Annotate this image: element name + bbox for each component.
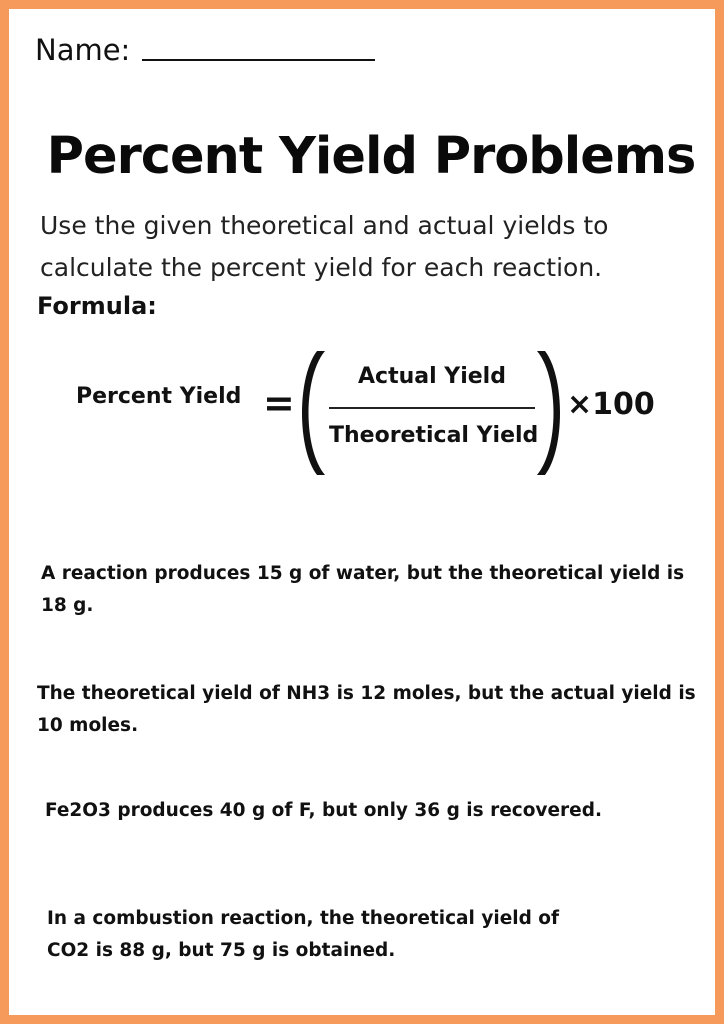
formula-label: Formula:: [37, 292, 157, 320]
left-parenthesis-icon: [295, 347, 331, 479]
page-title: Percent Yield Problems: [46, 127, 696, 186]
problem-3: Fe2O3 produces 40 g of F, but only 36 g is recovered.: [45, 800, 602, 821]
name-blank-line[interactable]: [142, 59, 375, 61]
formula-equals: =: [263, 381, 295, 425]
formula-denominator: Theoretical Yield: [329, 423, 539, 448]
name-label: Name:: [35, 33, 131, 67]
problem-4: In a combustion reaction, the theoretical yield of CO2 is 88 g, but 75 g is obtained.: [47, 908, 560, 961]
right-parenthesis-icon: [531, 347, 567, 479]
formula-multiplier: ×100: [567, 387, 655, 422]
problem-2: The theoretical yield of NH3 is 12 moles, but the actual yield is 10 moles.: [37, 683, 696, 736]
formula-lhs: Percent Yield: [76, 384, 242, 409]
formula-numerator: Actual Yield: [358, 364, 506, 389]
instructions-text: Use the given theoretical and actual yields to calculate the percent yield for each reaction.: [40, 211, 609, 282]
fraction-bar: [329, 407, 535, 409]
name-field-row: [35, 33, 375, 67]
problem-1: A reaction produces 15 g of water, but the theoretical yield is 18 g.: [41, 563, 685, 616]
